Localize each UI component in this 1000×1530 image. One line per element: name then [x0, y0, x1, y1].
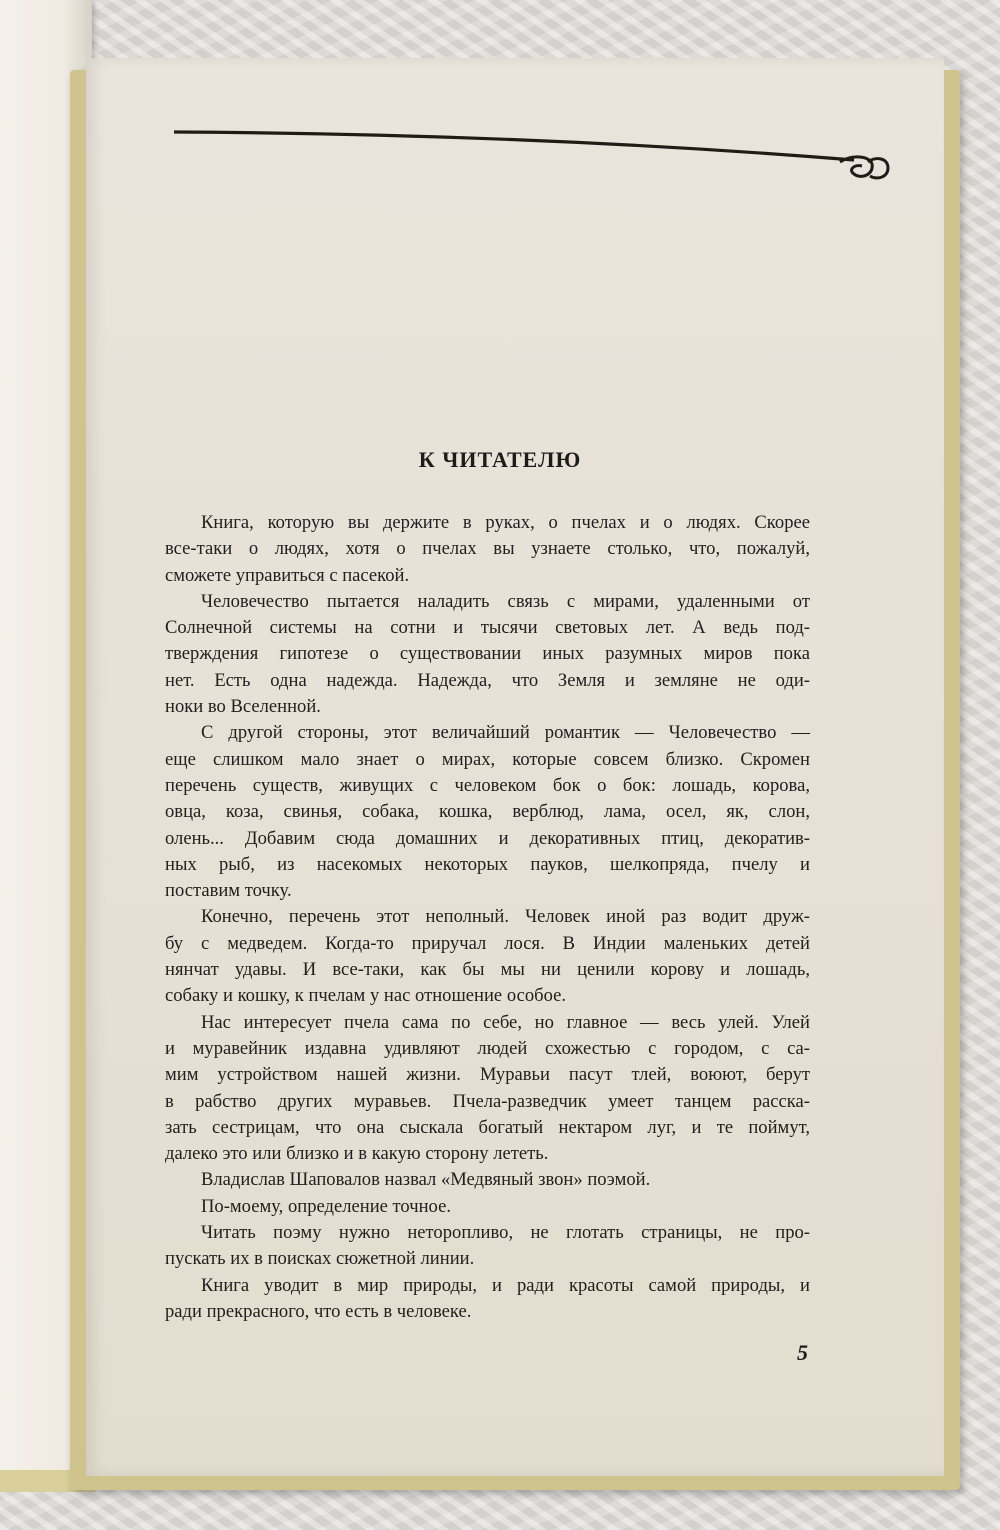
text-line: По-моему, определение точное.: [201, 1195, 451, 1217]
text-line: Нас интересует пчела сама по себе, но главное — весь улей. Улей: [201, 1011, 810, 1033]
text-line: далеко это или близко и в какую сторону лететь.: [165, 1143, 549, 1165]
text-line: Владислав Шаповалов назвал «Медвяный звон» поэмой.: [201, 1169, 651, 1191]
text-line: ных рыб, из насекомых некоторых пауков, шелкопряда, пчелу и: [165, 853, 810, 875]
page-number: 5: [797, 1340, 808, 1365]
text-line: зать сестрицам, что она сыскала богатый нектаром луг, и те поймут,: [165, 1116, 810, 1138]
paragraph: [165, 510, 810, 589]
text-line: перечень существ, живущих с человеком бок о бок: лошадь, корова,: [165, 774, 810, 796]
paragraph: [165, 1167, 810, 1193]
text-line: сможете управиться с пасекой.: [165, 564, 410, 586]
text-line: нянчат удавы. И все-таки, как бы мы ни ценили корову и лошадь,: [165, 959, 810, 981]
text-line: все-таки о людях, хотя о пчелах вы узнаете столько, что, пожалуй,: [165, 538, 810, 560]
text-line: поставим точку.: [165, 880, 292, 902]
text-line: бу с медведем. Когда-то приручал лося. В Индии маленьких детей: [165, 932, 810, 954]
text-line: ради прекрасного, что есть в человеке.: [165, 1300, 472, 1322]
text-line: Солнечной системы на сотни и тысячи световых лет. А ведь под-: [165, 617, 810, 639]
text-line: С другой стороны, этот величайший романтик — Человечество —: [201, 722, 810, 744]
paragraph: [165, 1273, 810, 1326]
text-line: овца, коза, свинья, собака, кошка, верблюд, лама, осел, як, слон,: [165, 801, 810, 823]
text-line: мим устройством нашей жизни. Муравьи пасут тлей, воюют, берут: [165, 1064, 810, 1086]
paragraph: [165, 589, 810, 720]
text-line: Читать поэму нужно неторопливо, не глотать страницы, не про-: [201, 1222, 810, 1244]
paragraph: [165, 720, 810, 904]
ornamental-rule: [172, 122, 892, 182]
text-line: и муравейник издавна удивляют людей схожестью с городом, с са-: [165, 1037, 810, 1059]
text-line: олень... Добавим сюда домашних и декоративных птиц, декоратив-: [165, 827, 810, 849]
paragraph: [165, 1010, 810, 1168]
text-line: Конечно, перечень этот неполный. Человек иной раз водит друж-: [201, 906, 810, 928]
paragraph: [165, 904, 810, 1009]
paragraph: [165, 1220, 810, 1273]
paragraph: [165, 1194, 810, 1220]
text-line: Книга, которую вы держите в руках, о пчелах и о людях. Скорее: [201, 512, 810, 533]
text-line: собаку и кошку, к пчелам у нас отношение особое.: [165, 985, 567, 1007]
text-line: ноки во Вселенной.: [165, 696, 321, 718]
body-text: [165, 510, 810, 1325]
text-line: пускать их в поисках сюжетной линии.: [165, 1248, 475, 1270]
text-line: тверждения гипотезе о существовании иных разумных миров пока: [165, 643, 810, 665]
chapter-heading: К ЧИТАТЕЛЮ: [418, 447, 582, 472]
text-line: в рабство других муравьев. Пчела-разведчик умеет танцем расска-: [165, 1090, 810, 1112]
text-line: Человечество пытается наладить связь с мирами, удаленными от: [201, 590, 810, 612]
text-line: еще слишком мало знает о мирах, которые совсем близко. Скромен: [165, 748, 810, 770]
text-line: Книга уводит в мир природы, и ради красоты самой природы, и: [201, 1274, 810, 1296]
text-line: нет. Есть одна надежда. Надежда, что Земля и земляне не оди-: [165, 669, 810, 691]
